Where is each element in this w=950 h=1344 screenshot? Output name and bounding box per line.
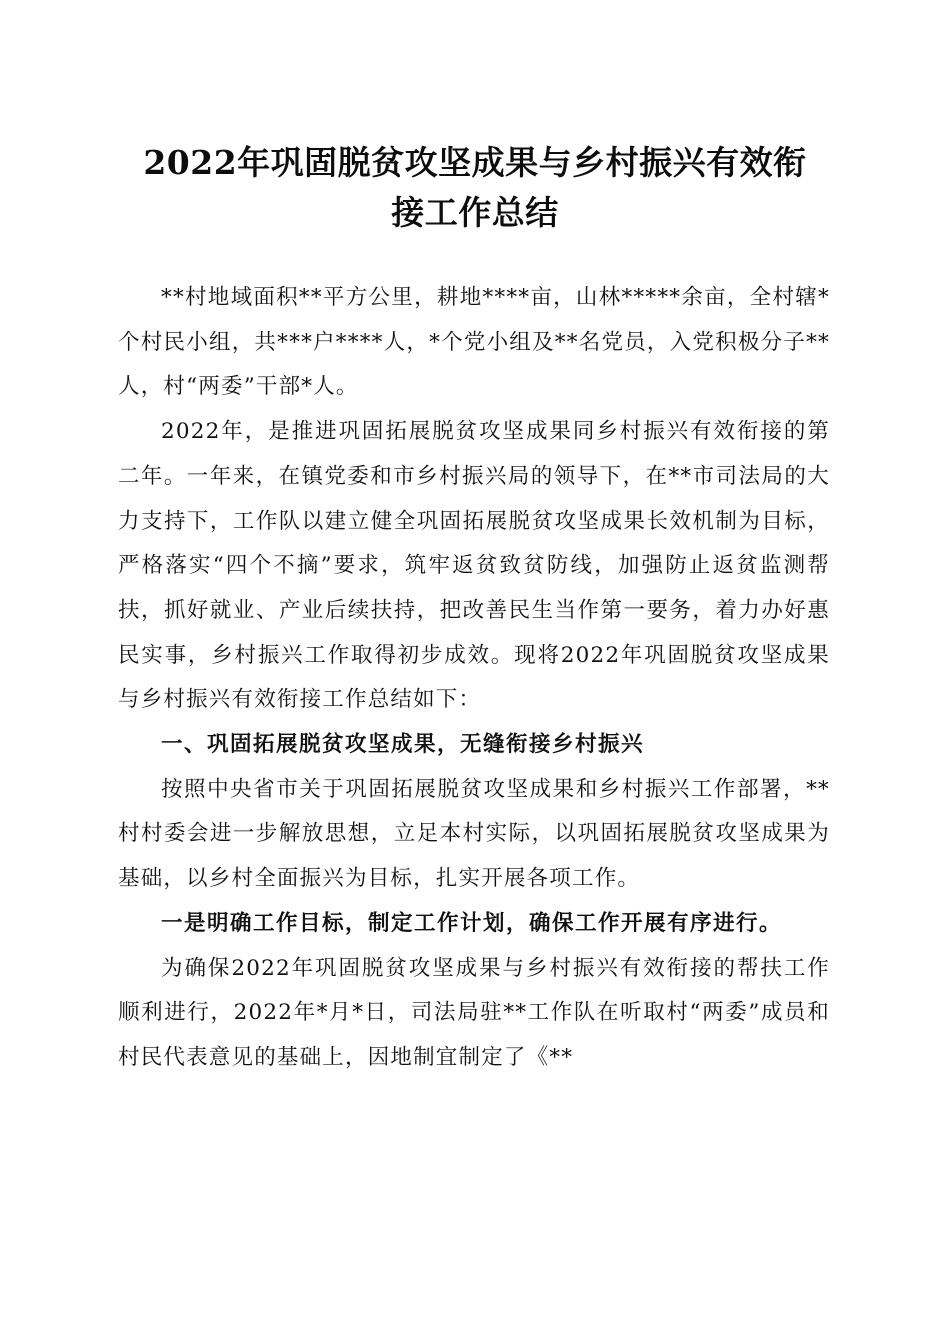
title-line-2: 接工作总结 bbox=[391, 193, 559, 232]
title-line-1: 2022年巩固脱贫攻坚成果与乡村振兴有效衔 bbox=[143, 143, 807, 182]
section-heading-1: 一、巩固拓展脱贫攻坚成果，无缝衔接乡村振兴 bbox=[161, 732, 645, 758]
paragraph-work-plan: 为确保2022年巩固脱贫攻坚成果与乡村振兴有效衔接的帮扶工作顺利进行，2022年*月*日，司法局驻**工作队在听取村“两委”成员和村民代表意见的基础上，因地制宜制定了《** bbox=[118, 955, 830, 1070]
paragraph-section-1-intro: 按照中央省市关于巩固拓展脱贫攻坚成果和乡村振兴工作部署，**村村委会进一步解放思想，立足本村实际，以巩固拓展脱贫攻坚成果为基础，以乡村全面振兴为目标，扎实开展各项工作。 bbox=[118, 776, 830, 892]
subheading-goal: 一是明确工作目标，制定工作计划，确保工作开展有序进行。 bbox=[161, 910, 783, 936]
document-body bbox=[118, 276, 830, 1081]
document-title bbox=[110, 138, 840, 238]
paragraph-village-overview: **村地域面积**平方公里，耕地****亩，山林*****余亩，全村辖*个村民小组，共***户****人，*个党小组及**名党员，入党积极分子**人，村“两委”干部*人。 bbox=[118, 285, 830, 400]
paragraph-year-summary: 2022年，是推进巩固拓展脱贫攻坚成果同乡村振兴有效衔接的第二年。一年来，在镇党委和市乡村振兴局的领导下，在**市司法局的大力支持下，工作队以建立健全巩固拓展脱贫攻坚成果长效机制为目标，严格落实“四个不摘”要求，筑牢返贫致贫防线，加强防止返贫监测帮扶，抓好就业、产业后续扶持，把改善民生当作第一要务，着力办好惠民实事，乡村振兴工作取得初步成效。现将2022年巩固脱贫攻坚成果与乡村振兴有效衔接工作总结如下： bbox=[118, 419, 830, 713]
